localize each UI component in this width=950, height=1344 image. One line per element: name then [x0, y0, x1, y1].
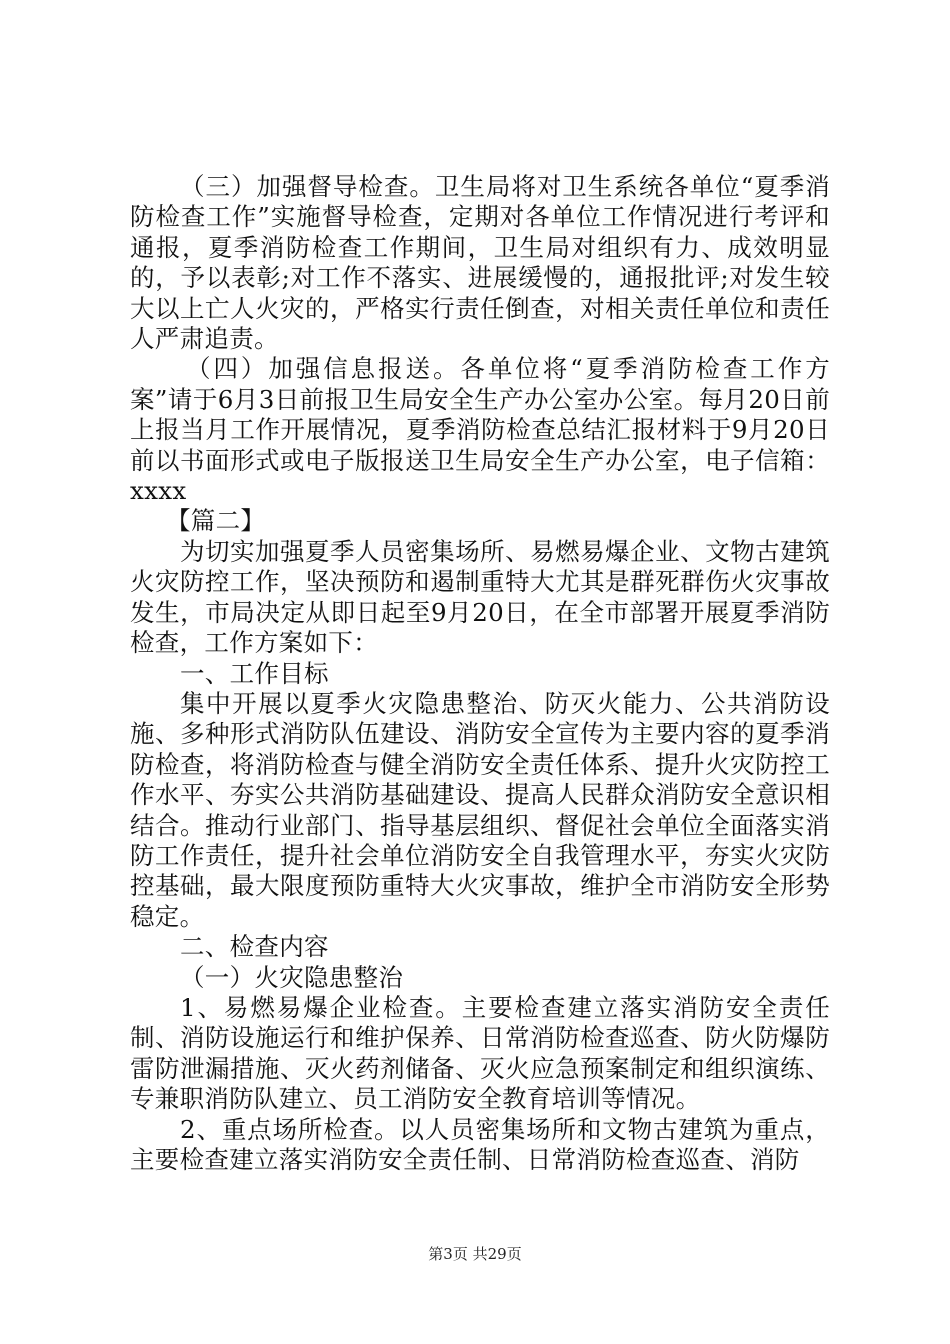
- paragraph-intro: 为切实加强夏季人员密集场所、易燃易爆企业、文物古建筑火灾防控工作，坚决预防和遏制重特大尤其是群死群伤火灾事故发生，市局决定从即日起至9月20日，在全市部署开展夏季消防检查，工作方案如下：: [130, 536, 830, 658]
- paragraph-key-venues: 2、重点场所检查。以人员密集场所和文物古建筑为重点，主要检查建立落实消防安全责任制、日常消防检查巡查、消防: [130, 1114, 830, 1174]
- paragraph-flammable-enterprise: 1、易燃易爆企业检查。主要检查建立落实消防安全责任制、消防设施运行和维护保养、日常消防检查巡查、防火防爆防雷防泄漏措施、灭火药剂储备、灭火应急预案制定和组织演练、专兼职消防队建立、员工消防安全教育培训等情况。: [130, 992, 830, 1114]
- paragraph-info-report: （四）加强信息报送。各单位将“夏季消防检查工作方案”请于6月3日前报卫生局安全生产办公室办公室。每月20日前上报当月工作开展情况，夏季消防检查总结汇报材料于9月20日前以书面形式或电子版报送卫生局安全生产办公室，电子信箱：xxxx: [130, 354, 830, 506]
- section-heading-part-two: 【篇二】: [166, 506, 266, 536]
- heading-hazard-rectification: （一）火灾隐患整治: [180, 962, 404, 992]
- heading-work-goal: 一、工作目标: [180, 658, 329, 688]
- paragraph-supervision: （三）加强督导检查。卫生局将对卫生系统各单位“夏季消防检查工作”实施督导检查，定期对各单位工作情况进行考评和通报，夏季消防检查工作期间，卫生局对组织有力、成效明显的，予以表彰;对工作不落实、进展缓慢的，通报批评;对发生较大以上亡人火灾的，严格实行责任倒查，对相关责任单位和责任人严肃追责。: [130, 172, 830, 354]
- page-number: 第3页 共29页: [428, 1245, 522, 1263]
- document-body: [130, 172, 830, 1175]
- paragraph-work-goal: 集中开展以夏季火灾隐患整治、防灭火能力、公共消防设施、多种形式消防队伍建设、消防安全宣传为主要内容的夏季消防检查，将消防检查与健全消防安全责任体系、提升火灾防控工作水平、夯实公共消防基础建设、提高人民群众消防安全意识相结合。推动行业部门、指导基层组织、督促社会单位全面落实消防工作责任，提升社会单位消防安全自我管理水平，夯实火灾防控基础，最大限度预防重特大火灾事故，维护全市消防安全形势稳定。: [130, 688, 830, 931]
- heading-inspection-content: 二、检查内容: [180, 932, 329, 962]
